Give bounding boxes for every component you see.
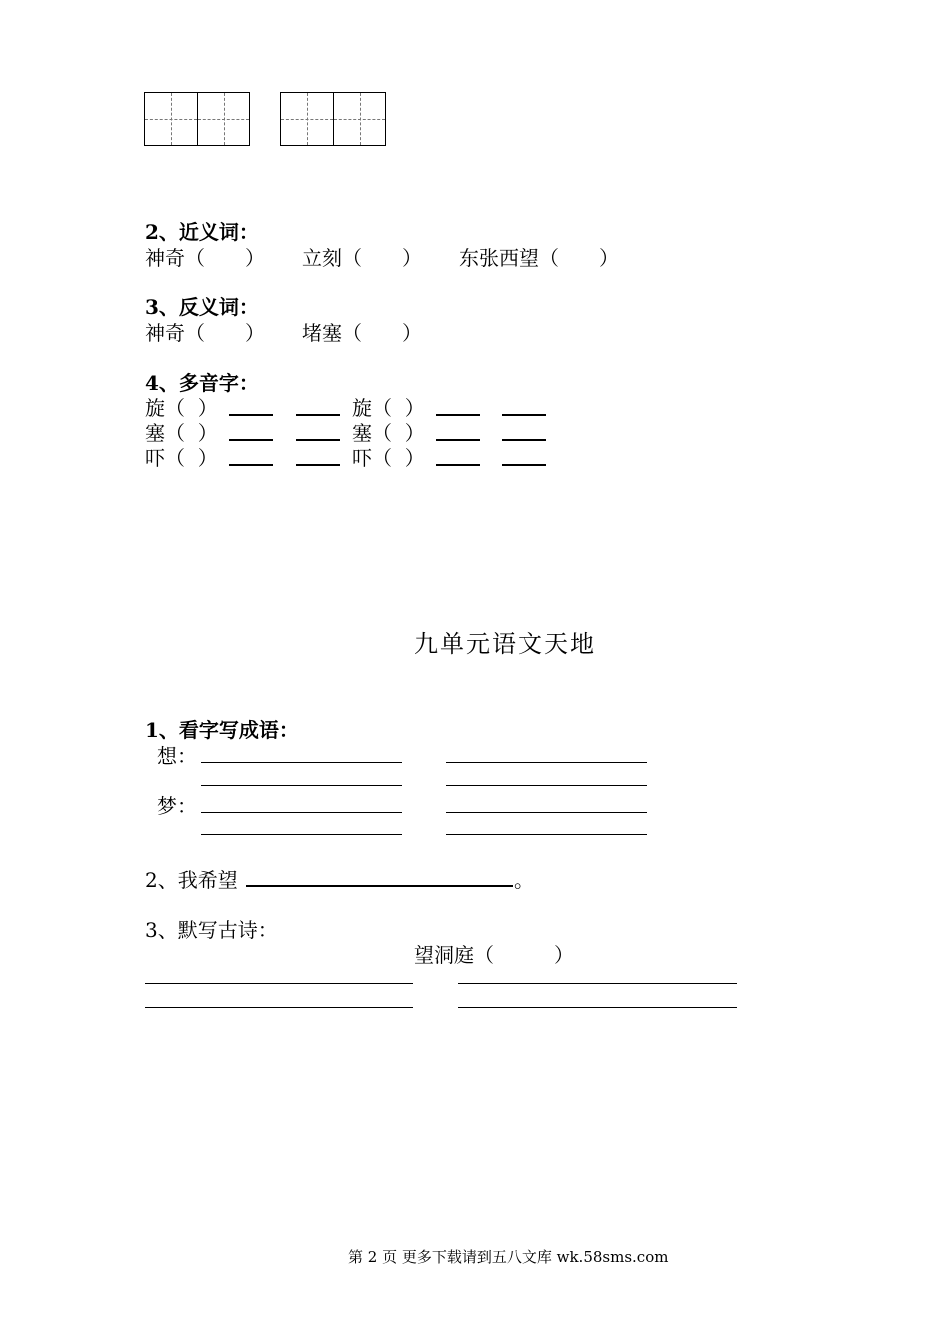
answer-line[interactable]	[201, 785, 402, 786]
idioms-heading: 1、看字写成语：	[145, 718, 299, 742]
answer-blank[interactable]	[229, 439, 273, 441]
answer-blank[interactable]	[229, 414, 273, 416]
idiom-label: 梦：	[157, 794, 197, 818]
answer-blank[interactable]	[436, 439, 480, 441]
answer-line[interactable]	[446, 785, 647, 786]
poem-line[interactable]	[145, 983, 413, 984]
poem-line[interactable]	[458, 983, 737, 984]
writing-grid-cell[interactable]	[197, 93, 249, 145]
answer-line[interactable]	[201, 762, 402, 763]
writing-grid-cell[interactable]	[333, 93, 385, 145]
answer-blank[interactable]	[502, 414, 546, 416]
synonym-item: 神奇（ ）	[145, 246, 265, 270]
writing-grid-1	[144, 92, 250, 146]
answer-blank[interactable]	[296, 439, 340, 441]
antonym-item: 神奇（ ）	[145, 321, 265, 345]
answer-blank[interactable]	[502, 464, 546, 466]
poem-line[interactable]	[145, 1007, 413, 1008]
antonyms-heading: 3、反义词：	[145, 295, 259, 319]
answer-blank[interactable]	[296, 414, 340, 416]
unit-title: 九单元语文天地	[414, 630, 596, 658]
poem-title: 望洞庭（ ）	[414, 943, 574, 967]
hope-prefix: 2、我希望	[145, 868, 238, 892]
hope-suffix: 。	[514, 868, 534, 892]
polyphone-char: 塞（ ）	[352, 421, 425, 445]
polyphone-char: 吓（ ）	[145, 446, 218, 470]
answer-line[interactable]	[201, 812, 402, 813]
polyphone-char: 旋（ ）	[145, 396, 218, 420]
answer-blank[interactable]	[296, 464, 340, 466]
answer-blank[interactable]	[436, 464, 480, 466]
synonyms-heading: 2、近义词：	[145, 220, 259, 244]
idiom-label: 想：	[157, 744, 197, 768]
synonym-item: 东张西望（ ）	[459, 246, 619, 270]
answer-line[interactable]	[201, 834, 402, 835]
polyphones-heading: 4、多音字：	[145, 371, 259, 395]
polyphone-char: 旋（ ）	[352, 396, 425, 420]
writing-grid-cell[interactable]	[145, 93, 197, 145]
answer-line[interactable]	[446, 762, 647, 763]
polyphone-char: 吓（ ）	[352, 446, 425, 470]
polyphone-char: 塞（ ）	[145, 421, 218, 445]
poem-line[interactable]	[458, 1007, 737, 1008]
answer-blank[interactable]	[436, 414, 480, 416]
writing-grid-cell[interactable]	[281, 93, 333, 145]
poem-heading: 3、默写古诗：	[145, 918, 278, 942]
answer-blank[interactable]	[502, 439, 546, 441]
hope-answer-line[interactable]	[246, 885, 513, 887]
writing-grid-2	[280, 92, 386, 146]
synonym-item: 立刻（ ）	[302, 246, 422, 270]
antonym-item: 堵塞（ ）	[302, 321, 422, 345]
page-footer: 第 2 页 更多下载请到五八文库 wk.58sms.com	[348, 1248, 669, 1266]
answer-line[interactable]	[446, 834, 647, 835]
answer-blank[interactable]	[229, 464, 273, 466]
answer-line[interactable]	[446, 812, 647, 813]
